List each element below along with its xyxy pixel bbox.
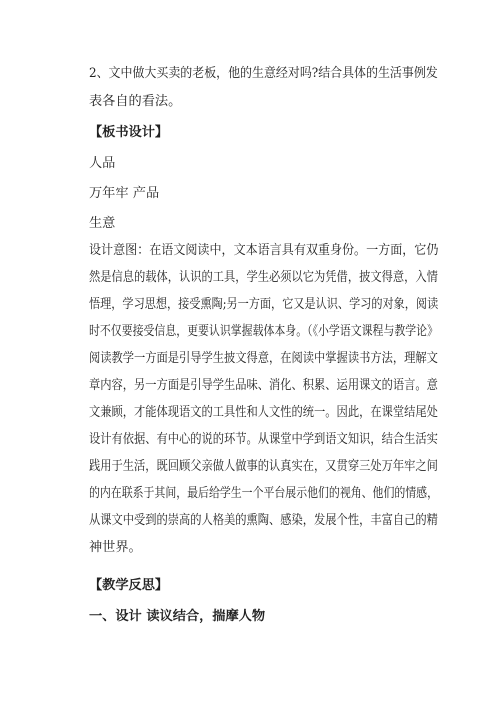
reflection-sub-heading: 一、设计 读议结合，揣摩人物 <box>89 609 266 624</box>
design-intent-line: 设计有依据、有中心的说的环节。从课堂中学到语文知识，结合生活实 <box>89 432 438 447</box>
design-intent-line: 章内容，另一方面是引导学生品味、消化、积累、运用课文的语言。意 <box>89 378 438 393</box>
board-item-wannianlao: 万年牢 产品 <box>89 186 160 201</box>
board-design-heading: 【板书设计】 <box>89 125 169 140</box>
design-intent-line: 时不仅要接受信息，更要认识掌握载体本身。（《小学语文课程与教学论》 <box>89 324 438 339</box>
design-intent-line: 阅读教学一方面是引导学生披文得意，在阅读中掌握读书方法，理解文 <box>89 351 438 366</box>
teaching-reflection-heading: 【教学反思】 <box>89 578 169 593</box>
design-intent-line: 从课文中受到的崇高的人格美的熏陶、感染，发展个性，丰富自己的精 <box>89 513 438 528</box>
design-intent-line: 神世界。 <box>89 540 142 555</box>
question-2-line-1: 2、文中做大买卖的老板，他的生意经对吗?结合具体的生活事例发 <box>89 66 438 81</box>
question-2-line-2: 表各自的看法。 <box>89 94 182 109</box>
design-intent-line: 悟理，学习思想，接受熏陶;另一方面，它又是认识、学习的对象，阅读 <box>89 297 439 312</box>
design-intent-line: 然是信息的载体，认识的工具，学生必须以它为凭借，披文得意，入情 <box>89 270 438 285</box>
design-intent-line: 践用于生活，既回顾父亲做人做事的认真实在，又贯穿三处万年牢之间 <box>89 459 438 474</box>
design-intent-line: 设计意图：在语文阅读中，文本语言具有双重身份。一方面，它仍 <box>89 243 439 258</box>
design-intent-line: 的内在联系于其间，最后给学生一个平台展示他们的视角、他们的情感， <box>89 486 438 501</box>
board-item-business: 生意 <box>89 216 116 231</box>
board-item-character: 人品 <box>89 156 116 171</box>
design-intent-line: 文兼顾，才能体现语文的工具性和人文性的统一。因此，在课堂结尾处 <box>89 405 438 420</box>
